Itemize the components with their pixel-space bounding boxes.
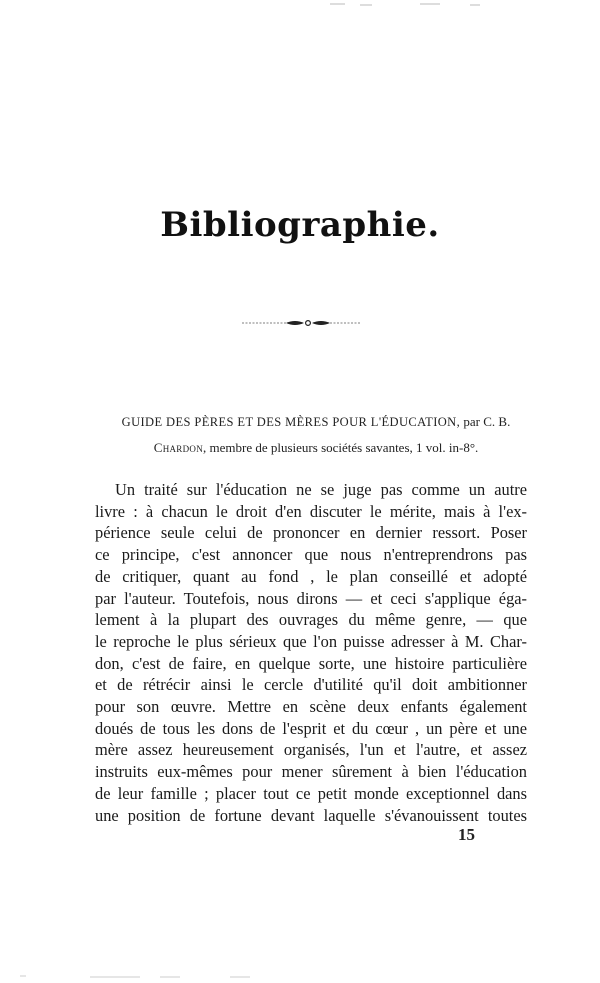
section-heading: Bibliographie. <box>160 205 440 245</box>
text-line: instruits eux-mêmes pour mener sûrement à bien l'éducation <box>95 762 527 782</box>
text-line: lement à la plupart des ouvrages du même genre, — que <box>95 610 527 630</box>
text-line: doués de tous les dons de l'esprit et du cœur , un père et une <box>95 718 527 738</box>
text-line: mère assez heureusement organisés, l'un et l'autre, et assez <box>95 740 527 760</box>
text-line: une position de fortune devant laquelle s'évanouissent toutes <box>95 805 527 825</box>
book-details: , membre de plusieurs sociétés savantes, 1 vol. in-8°. <box>203 440 479 455</box>
book-author-intro: par C. B. <box>463 414 511 429</box>
text-line: pour son œuvre. Mettre en scène deux enfants également <box>95 697 527 717</box>
page-number: 15 <box>458 825 475 844</box>
text-line: don, c'est de faire, en quelque sorte, une histoire particulière <box>95 653 527 673</box>
text-line: de critiquer, quant au fond , le plan conseillé et adopté <box>95 566 527 586</box>
text-line: ce principe, c'est annoncer que nous n'entreprendrons pas <box>95 545 527 565</box>
text-line: de leur famille ; placer tout ce petit monde exceptionnel dans <box>95 783 527 803</box>
text-line: le reproche le plus sérieux que l'on puisse adresser à M. Char- <box>95 631 527 651</box>
text-line: livre : à chacun le droit d'en discuter le mérite, mais à l'ex- <box>95 501 527 521</box>
author-name: Chardon <box>153 440 204 455</box>
text-line: périence seule celui de prononcer en dernier ressort. Poser <box>95 523 527 543</box>
book-title: GUIDE DES PÈRES ET DES MÈRES POUR L'ÉDUCATION, <box>121 415 461 429</box>
text-line: Un traité sur l'éducation ne se juge pas comme un autre <box>115 480 527 499</box>
text-line: et de rétrécir ainsi le cercle d'utilité qu'il doit ambitionner <box>95 675 527 695</box>
text-line: par l'auteur. Toutefois, nous dirons — et ceci s'applique éga- <box>95 588 527 608</box>
